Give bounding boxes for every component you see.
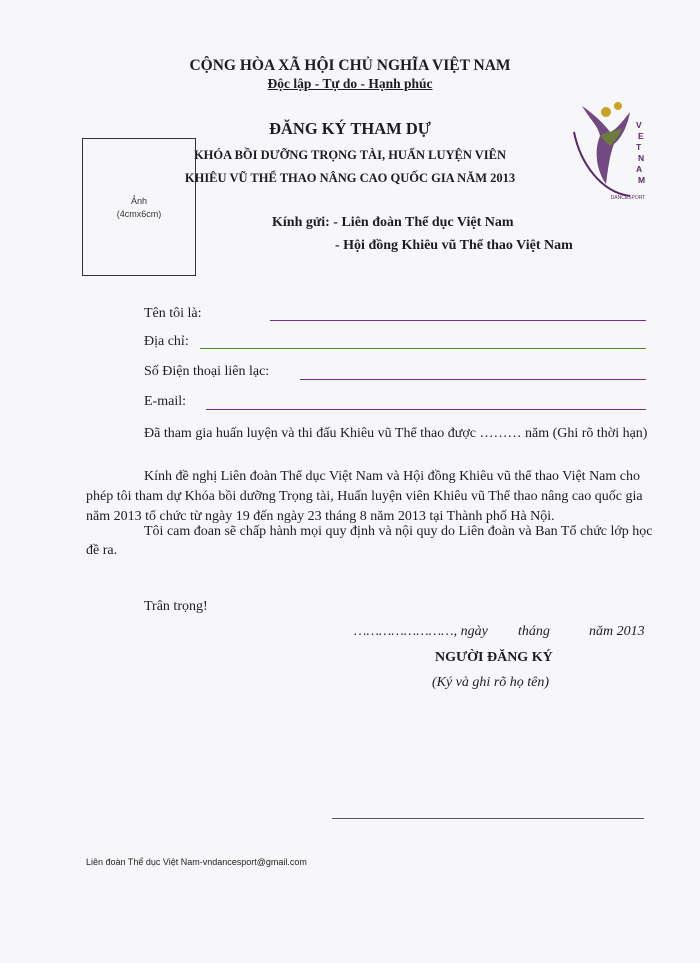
signer-note: (Ký và ghi rõ họ tên) [432,675,550,690]
logo-letter: V [636,120,642,130]
logo-head-1 [601,107,611,117]
photo-box [82,138,196,276]
field-phone-label: Số Điện thoại liên lạc: [144,364,270,379]
field-address-line[interactable] [200,348,646,349]
request-line-2: phép tôi tham dự Khóa bồi dưỡng Trọng tài, Huấn luyện viên Khiêu vũ Thể thao nâng cao quốc gia [86,489,643,504]
motto-text: Độc lập - Tự do - Hạnh phúc [267,76,433,91]
field-address-label: Địa chỉ: [144,334,189,349]
signer-title: NGƯỜI ĐĂNG KÝ [435,650,553,665]
recipient-line-2: - Hội đồng Khiêu vũ Thể thao Việt Nam [335,238,573,253]
date-place: ……………………, ngày [354,624,488,639]
footer-contact: Liên đoàn Thể dục Việt Nam-vndancesport@gmail.com [86,857,307,867]
logo-caption: DANCESPORT [610,195,646,201]
experience-line: Đã tham gia huấn luyện và thi đấu Khiêu vũ Thể thao được ……… năm (Ghi rõ thời hạn) [144,426,648,441]
form-subtitle-2: KHIÊU VŨ THỂ THAO NÂNG CAO QUỐC GIA NĂM 2013 [184,171,516,185]
logo-letter: A [636,164,643,174]
vietnam-dancesport-logo [570,92,650,202]
photo-label: Ảnh [130,196,147,206]
logo-letter: T [636,142,642,152]
field-email-label: E-mail: [144,394,186,409]
field-name-label: Tên tôi là: [144,306,202,321]
field-email-line[interactable] [206,409,646,410]
closing-text: Trân trọng! [144,599,208,614]
photo-size: (4cmx6cm) [116,209,162,219]
field-phone-line[interactable] [300,379,646,380]
motto-heading [0,76,700,92]
date-year: năm 2013 [589,624,645,639]
field-name-line[interactable] [270,320,646,321]
logo-letter: N [638,153,645,163]
commitment-line-2: đề ra. [86,543,118,558]
form-title: ĐĂNG KÝ THAM DỰ [269,119,431,138]
signature-line[interactable] [332,818,644,819]
logo-head-2 [614,102,622,110]
logo-letter: M [638,175,646,185]
request-line-3: năm 2013 tổ chức từ ngày 19 đến ngày 23 tháng 8 năm 2013 tại Thành phố Hà Nội. [86,509,555,524]
request-line-1: Kính đề nghị Liên đoàn Thể dục Việt Nam và Hội đồng Khiêu vũ thể thao Việt Nam cho [144,469,640,484]
date-month: tháng [518,624,550,639]
commitment-line-1: Tôi cam đoan sẽ chấp hành mọi quy định và nội quy do Liên đoàn và Ban Tổ chức lớp học [144,524,653,539]
recipient-line-1: Kính gửi: - Liên đoàn Thể dục Việt Nam [272,215,514,230]
country-heading: CỘNG HÒA XÃ HỘI CHỦ NGHĨA VIỆT NAM [189,57,511,74]
logo-dancer-figure [582,106,630,184]
form-subtitle-1: KHÓA BỒI DƯỠNG TRỌNG TÀI, HUẤN LUYỆN VIÊN [193,148,507,162]
logo-letter: E [638,131,644,141]
